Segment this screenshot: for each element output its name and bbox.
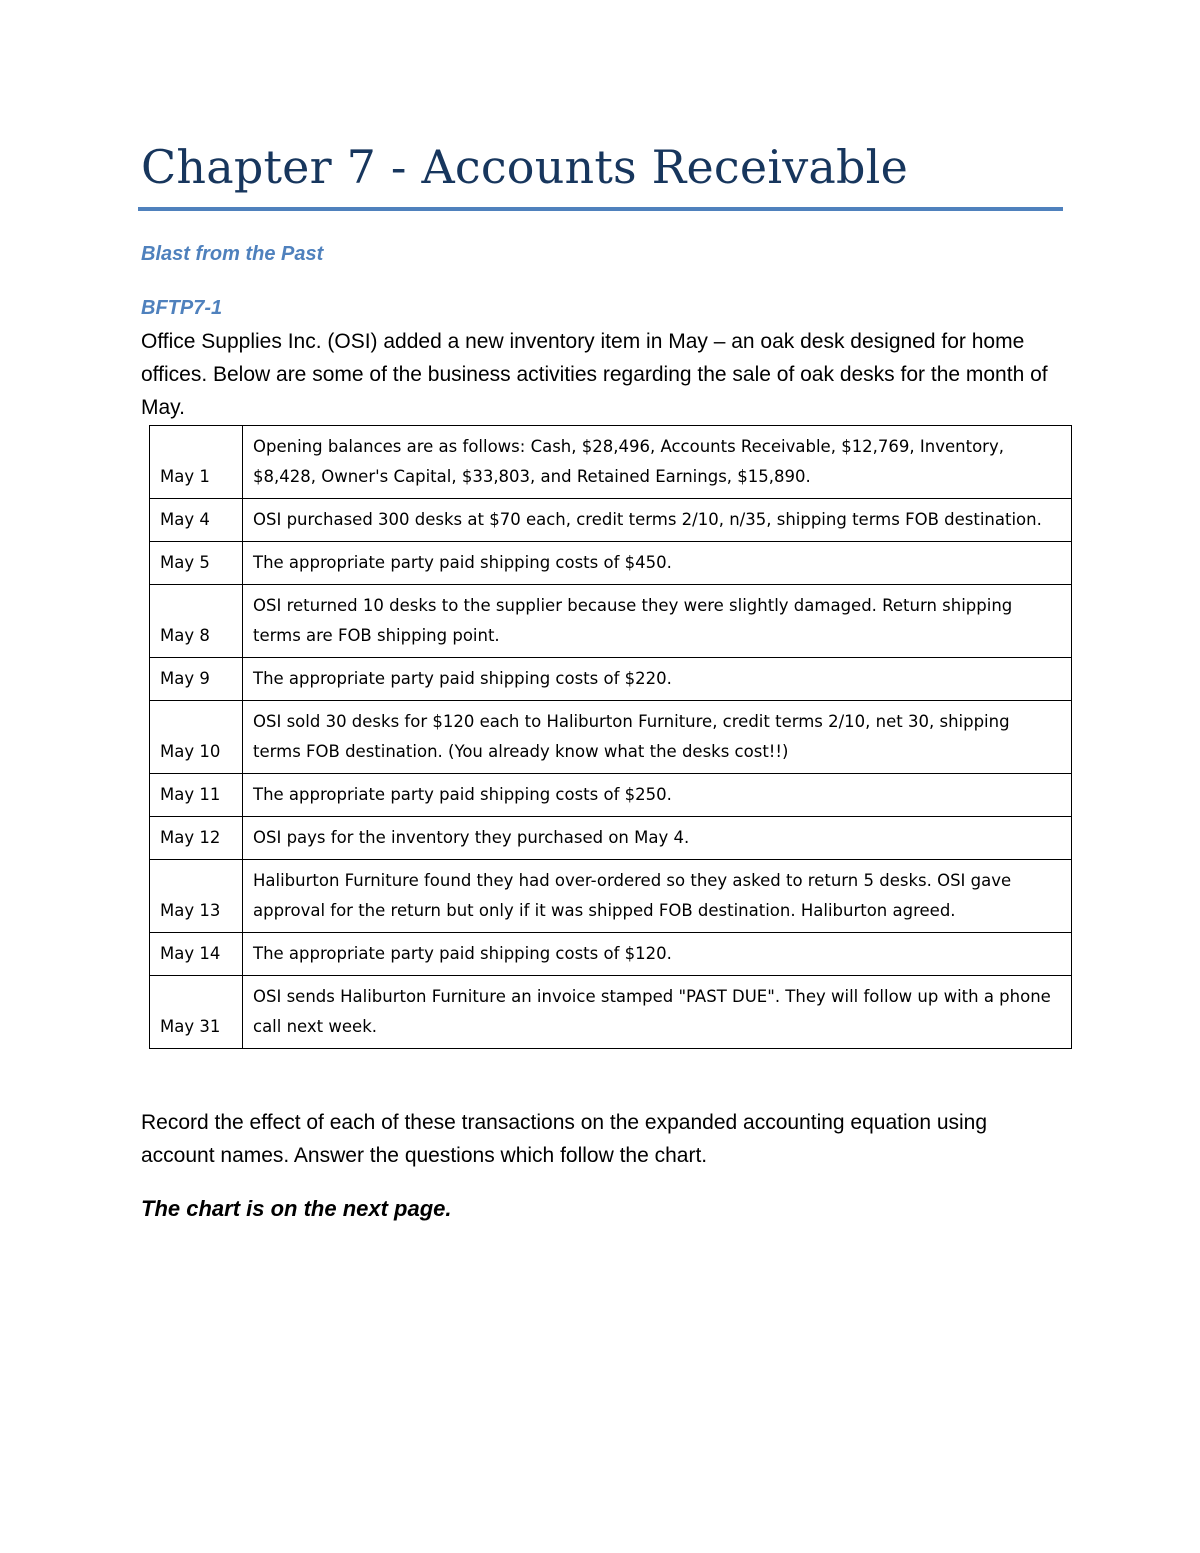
transaction-description: OSI pays for the inventory they purchased on May 4. — [243, 817, 1072, 860]
table-row — [150, 860, 1072, 933]
transaction-date: May 5 — [150, 542, 243, 585]
title-underline — [138, 207, 1063, 211]
intro-paragraph: Office Supplies Inc. (OSI) added a new inventory item in May – an oak desk designed for home offices. Below are some of the business activities regarding the sale of oak desks for the month of May. — [141, 330, 1048, 419]
table-row — [150, 933, 1072, 976]
transaction-date: May 12 — [150, 817, 243, 860]
transaction-description: The appropriate party paid shipping costs of $120. — [243, 933, 1072, 976]
transaction-date: May 8 — [150, 585, 243, 658]
table-row — [150, 774, 1072, 817]
table-row — [150, 817, 1072, 860]
section-heading: Blast from the Past — [141, 243, 324, 265]
page-title: Chapter 7 - Accounts Receivable — [141, 140, 909, 194]
transaction-date: May 14 — [150, 933, 243, 976]
transaction-description: OSI returned 10 desks to the supplier because they were slightly damaged. Return shipping terms are FOB shipping point. — [243, 585, 1072, 658]
transaction-date: May 10 — [150, 701, 243, 774]
table-row — [150, 426, 1072, 499]
table-row — [150, 658, 1072, 701]
chart-note: The chart is on the next page. — [141, 1196, 452, 1221]
transaction-description: The appropriate party paid shipping costs of $450. — [243, 542, 1072, 585]
transaction-description: OSI sold 30 desks for $120 each to Haliburton Furniture, credit terms 2/10, net 30, shipping terms FOB destination. (You already know what the desks cost!!) — [243, 701, 1072, 774]
transaction-description: The appropriate party paid shipping costs of $220. — [243, 658, 1072, 701]
transaction-description: OSI sends Haliburton Furniture an invoice stamped "PAST DUE". They will follow up with a phone call next week. — [243, 976, 1072, 1049]
table-row — [150, 542, 1072, 585]
transaction-date: May 31 — [150, 976, 243, 1049]
transaction-date: May 1 — [150, 426, 243, 499]
instructions-paragraph: Record the effect of each of these transactions on the expanded accounting equation using account names. Answer the questions which follow the chart. — [141, 1111, 988, 1167]
transaction-date: May 11 — [150, 774, 243, 817]
table-row — [150, 499, 1072, 542]
table-row — [150, 976, 1072, 1049]
transaction-date: May 4 — [150, 499, 243, 542]
table-row — [150, 585, 1072, 658]
transaction-description: The appropriate party paid shipping costs of $250. — [243, 774, 1072, 817]
transaction-description: Opening balances are as follows: Cash, $28,496, Accounts Receivable, $12,769, Inventory, $8,428, Owner's Capital, $33,803, and Retained Earnings, $15,890. — [243, 426, 1072, 499]
transaction-date: May 9 — [150, 658, 243, 701]
transactions-table — [149, 425, 1072, 1049]
transaction-date: May 13 — [150, 860, 243, 933]
table-row — [150, 701, 1072, 774]
transaction-description: OSI purchased 300 desks at $70 each, credit terms 2/10, n/35, shipping terms FOB destination. — [243, 499, 1072, 542]
problem-id: BFTP7-1 — [141, 297, 223, 319]
transaction-description: Haliburton Furniture found they had over-ordered so they asked to return 5 desks. OSI gave approval for the return but only if it was shipped FOB destination. Haliburton agreed. — [243, 860, 1072, 933]
